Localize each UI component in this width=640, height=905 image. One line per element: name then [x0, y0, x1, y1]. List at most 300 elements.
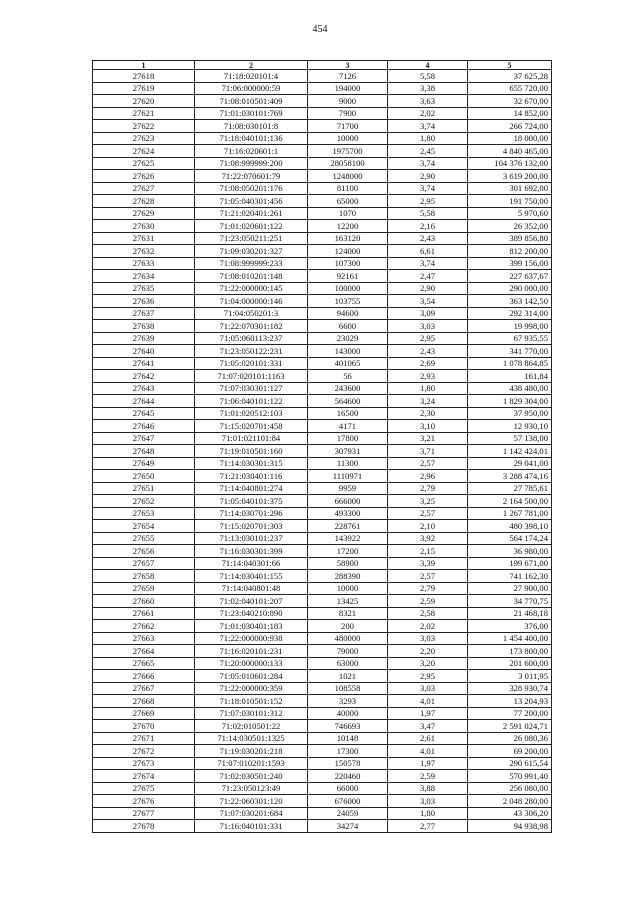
table-cell-col-1: 27620: [93, 95, 195, 108]
table-cell-col-4: 2,61: [388, 732, 468, 745]
table-row: [93, 795, 552, 808]
table-cell-col-5: 1 829 304,00: [468, 395, 552, 408]
table-cell-col-3: 228761: [308, 520, 388, 533]
table-cell-col-4: 3,74: [388, 182, 468, 195]
table-cell-col-1: 27671: [93, 732, 195, 745]
table-cell-col-5: 570 991,40: [468, 770, 552, 783]
table-cell-col-5: 29 041,00: [468, 457, 552, 470]
table-cell-col-5: 69 200,00: [468, 745, 552, 758]
table-cell-col-2: 71:18:020101:4: [195, 70, 308, 83]
table-cell-col-3: 17300: [308, 745, 388, 758]
table-cell-col-5: 37 950,00: [468, 407, 552, 420]
table-row: [93, 82, 552, 95]
table-cell-col-2: 71:14:040801:48: [195, 582, 308, 595]
table-cell-col-3: 66000: [308, 782, 388, 795]
table-row: [93, 607, 552, 620]
table-cell-col-4: 2,43: [388, 345, 468, 358]
table-cell-col-5: 2 164 500,00: [468, 495, 552, 508]
table-row: [93, 570, 552, 583]
table-row: [93, 720, 552, 733]
table-cell-col-4: 2,79: [388, 482, 468, 495]
table-row: [93, 807, 552, 820]
table-cell-col-2: 71:14:040801:274: [195, 482, 308, 495]
table-cell-col-2: 71:08:010501:409: [195, 95, 308, 108]
table-cell-col-2: 71:14:030301:315: [195, 457, 308, 470]
table-cell-col-1: 27663: [93, 632, 195, 645]
table-cell-col-4: 2,77: [388, 820, 468, 833]
table-cell-col-3: 17800: [308, 432, 388, 445]
table-row: [93, 382, 552, 395]
table-cell-col-4: 2,57: [388, 457, 468, 470]
table-row: [93, 307, 552, 320]
table-cell-col-3: 124000: [308, 245, 388, 258]
table-cell-col-5: 37 625,28: [468, 70, 552, 83]
table-cell-col-2: 71:23:050123:49: [195, 782, 308, 795]
table-cell-col-1: 27638: [93, 320, 195, 333]
table-cell-col-2: 71:08:050201:176: [195, 182, 308, 195]
table-cell-col-1: 27622: [93, 120, 195, 133]
table-cell-col-1: 27655: [93, 532, 195, 545]
table-cell-col-3: 16500: [308, 407, 388, 420]
table-cell-col-5: 36 980,00: [468, 545, 552, 558]
table-cell-col-4: 2,57: [388, 507, 468, 520]
table-cell-col-3: 9959: [308, 482, 388, 495]
table-cell-col-5: 1 454 400,00: [468, 632, 552, 645]
table-row: [93, 632, 552, 645]
table-row: [93, 370, 552, 383]
table-cell-col-1: 27649: [93, 457, 195, 470]
table-body: [93, 70, 552, 833]
table-cell-col-3: 480000: [308, 632, 388, 645]
table-cell-col-4: 4,01: [388, 745, 468, 758]
table-row: [93, 470, 552, 483]
table-cell-col-1: 27657: [93, 557, 195, 570]
table-row: [93, 245, 552, 258]
table-cell-col-1: 27658: [93, 570, 195, 583]
table-cell-col-1: 27675: [93, 782, 195, 795]
table-cell-col-4: 3,24: [388, 395, 468, 408]
table-cell-col-3: 6600: [308, 320, 388, 333]
table-row: [93, 645, 552, 658]
table-row: [93, 445, 552, 458]
table-cell-col-4: 2,58: [388, 607, 468, 620]
table-cell-col-4: 3,03: [388, 632, 468, 645]
table-cell-col-5: 328 930,74: [468, 682, 552, 695]
table-cell-col-2: 71:22:000000:938: [195, 632, 308, 645]
table-cell-col-4: 2,95: [388, 332, 468, 345]
table-cell-col-1: 27661: [93, 607, 195, 620]
table-cell-col-2: 71:06:000000:59: [195, 82, 308, 95]
column-header-3: 3: [308, 61, 388, 70]
table-cell-col-1: 27619: [93, 82, 195, 95]
table-cell-col-5: 655 720,00: [468, 82, 552, 95]
table-cell-col-4: 2,20: [388, 645, 468, 658]
table-cell-col-2: 71:08:030101:8: [195, 120, 308, 133]
table-cell-col-1: 27651: [93, 482, 195, 495]
table-cell-col-2: 71:07:030101:312: [195, 707, 308, 720]
table-cell-col-4: 2,02: [388, 620, 468, 633]
table-row: [93, 357, 552, 370]
table-cell-col-3: 493300: [308, 507, 388, 520]
table-cell-col-2: 71:07:020101:1163: [195, 370, 308, 383]
table-row: [93, 745, 552, 758]
table-cell-col-3: 8321: [308, 607, 388, 620]
table-cell-col-1: 27672: [93, 745, 195, 758]
table-row: [93, 320, 552, 333]
table-cell-col-1: 27678: [93, 820, 195, 833]
table-cell-col-5: 438 480,00: [468, 382, 552, 395]
table-row: [93, 532, 552, 545]
table-cell-col-4: 3,71: [388, 445, 468, 458]
table-cell-col-5: 43 306,20: [468, 807, 552, 820]
table-cell-col-5: 67 935,55: [468, 332, 552, 345]
table-cell-col-5: 227 637,67: [468, 270, 552, 283]
table-cell-col-3: 1110971: [308, 470, 388, 483]
table-row: [93, 545, 552, 558]
table-cell-col-3: 63000: [308, 657, 388, 670]
table-row: [93, 670, 552, 683]
table-cell-col-4: 2,47: [388, 270, 468, 283]
table-row: [93, 782, 552, 795]
table-cell-col-4: 2,45: [388, 145, 468, 158]
table-row: [93, 595, 552, 608]
table-cell-col-1: 27618: [93, 70, 195, 83]
table-cell-col-2: 71:01:020601:122: [195, 220, 308, 233]
table-cell-col-1: 27656: [93, 545, 195, 558]
table-cell-col-2: 71:22:070601:79: [195, 170, 308, 183]
table-cell-col-4: 2,59: [388, 595, 468, 608]
table-cell-col-5: 3 619 200,00: [468, 170, 552, 183]
table-cell-col-2: 71:19:010501:160: [195, 445, 308, 458]
page-number: 454: [312, 24, 328, 35]
table-cell-col-2: 71:22:000000:145: [195, 282, 308, 295]
table-cell-col-3: 81100: [308, 182, 388, 195]
table-cell-col-1: 27647: [93, 432, 195, 445]
table-cell-col-1: 27623: [93, 132, 195, 145]
table-cell-col-1: 27660: [93, 595, 195, 608]
table-cell-col-5: 18 000,00: [468, 132, 552, 145]
table-cell-col-2: 71:05:040301:456: [195, 195, 308, 208]
table-cell-col-1: 27644: [93, 395, 195, 408]
table-row: [93, 145, 552, 158]
table-cell-col-4: 2,69: [388, 357, 468, 370]
table-cell-col-5: 1 142 424,01: [468, 445, 552, 458]
table-cell-col-5: 341 770,00: [468, 345, 552, 358]
table-cell-col-1: 27654: [93, 520, 195, 533]
table-cell-col-4: 3,21: [388, 432, 468, 445]
table-cell-col-2: 71:04:050201:3: [195, 307, 308, 320]
table-cell-col-4: 2,30: [388, 407, 468, 420]
table-cell-col-2: 71:14:030701:296: [195, 507, 308, 520]
table-cell-col-4: 2,79: [388, 582, 468, 595]
table-cell-col-5: 161,84: [468, 370, 552, 383]
table-cell-col-3: 1070: [308, 207, 388, 220]
table-cell-col-4: 3,39: [388, 557, 468, 570]
table-cell-col-1: 27630: [93, 220, 195, 233]
table-cell-col-5: 389 856,80: [468, 232, 552, 245]
table-cell-col-5: 173 800,00: [468, 645, 552, 658]
table-cell-col-5: 26 352,00: [468, 220, 552, 233]
table-cell-col-1: 27677: [93, 807, 195, 820]
table-row: [93, 707, 552, 720]
table-cell-col-4: 1,80: [388, 382, 468, 395]
table-cell-col-2: 71:16:030301:399: [195, 545, 308, 558]
table-cell-col-5: 199 671,00: [468, 557, 552, 570]
table-cell-col-3: 243600: [308, 382, 388, 395]
table-row: [93, 70, 552, 83]
table-row: [93, 407, 552, 420]
table-cell-col-5: 57 138,00: [468, 432, 552, 445]
table-cell-col-3: 1975700: [308, 145, 388, 158]
table-cell-col-4: 3,38: [388, 82, 468, 95]
table-cell-col-2: 71:05:010601:284: [195, 670, 308, 683]
table-cell-col-5: 812 200,00: [468, 245, 552, 258]
table-cell-col-2: 71:22:000000:359: [195, 682, 308, 695]
table-row: [93, 420, 552, 433]
table-cell-col-5: 12 930,10: [468, 420, 552, 433]
table-cell-col-5: 13 204,93: [468, 695, 552, 708]
table-cell-col-1: 27635: [93, 282, 195, 295]
table-cell-col-4: 3,74: [388, 157, 468, 170]
table-cell-col-2: 71:23:050211:251: [195, 232, 308, 245]
table-cell-col-5: 363 142,50: [468, 295, 552, 308]
table-cell-col-2: 71:16:040101:331: [195, 820, 308, 833]
table-row: [93, 120, 552, 133]
table-cell-col-5: 14 852,00: [468, 107, 552, 120]
table-cell-col-1: 27673: [93, 757, 195, 770]
table-cell-col-1: 27633: [93, 257, 195, 270]
table-cell-col-2: 71:02:010501:22: [195, 720, 308, 733]
table-cell-col-5: 1 267 781,00: [468, 507, 552, 520]
table-cell-col-4: 2,96: [388, 470, 468, 483]
table-cell-col-1: 27634: [93, 270, 195, 283]
table-cell-col-1: 27676: [93, 795, 195, 808]
column-header-2: 2: [195, 61, 308, 70]
table-cell-col-3: 150578: [308, 757, 388, 770]
table-cell-col-1: 27626: [93, 170, 195, 183]
table-cell-col-2: 71:14:040301:66: [195, 557, 308, 570]
table-row: [93, 132, 552, 145]
table-cell-col-2: 71:13:030101:237: [195, 532, 308, 545]
table-cell-col-5: 19 998,00: [468, 320, 552, 333]
table-cell-col-2: 71:09:030201:327: [195, 245, 308, 258]
table-cell-col-1: 27650: [93, 470, 195, 483]
table-row: [93, 257, 552, 270]
table-row: [93, 557, 552, 570]
table-cell-col-4: 3,74: [388, 120, 468, 133]
table-cell-col-1: 27662: [93, 620, 195, 633]
table-cell-col-1: 27639: [93, 332, 195, 345]
table-cell-col-3: 11300: [308, 457, 388, 470]
table-cell-col-5: 741 162,30: [468, 570, 552, 583]
table-cell-col-5: 27 785,61: [468, 482, 552, 495]
table-cell-col-5: 4 840 465,00: [468, 145, 552, 158]
table-cell-col-2: 71:01:020512:103: [195, 407, 308, 420]
table-cell-col-5: 290 615,54: [468, 757, 552, 770]
table-cell-col-1: 27646: [93, 420, 195, 433]
table-cell-col-5: 34 770,75: [468, 595, 552, 608]
table-cell-col-2: 71:15:020701:458: [195, 420, 308, 433]
table-cell-col-3: 4171: [308, 420, 388, 433]
table-row: [93, 107, 552, 120]
table-cell-col-3: 1248000: [308, 170, 388, 183]
table-cell-col-3: 24059: [308, 807, 388, 820]
table-cell-col-5: 564 174,24: [468, 532, 552, 545]
table-cell-col-3: 100000: [308, 282, 388, 295]
table-cell-col-1: 27625: [93, 157, 195, 170]
table-cell-col-3: 746693: [308, 720, 388, 733]
table-cell-col-2: 71:16:020601:1: [195, 145, 308, 158]
table-cell-col-3: 220460: [308, 770, 388, 783]
table-cell-col-1: 27624: [93, 145, 195, 158]
table-cell-col-4: 1,97: [388, 757, 468, 770]
table-cell-col-4: 2,02: [388, 107, 468, 120]
table-cell-col-2: 71:01:030401:183: [195, 620, 308, 633]
table-cell-col-5: 256 080,00: [468, 782, 552, 795]
table-cell-col-4: 3,63: [388, 95, 468, 108]
table-row: [93, 95, 552, 108]
table-cell-col-1: 27667: [93, 682, 195, 695]
table-cell-col-1: 27627: [93, 182, 195, 195]
table-cell-col-2: 71:20:000000:133: [195, 657, 308, 670]
table-row: [93, 757, 552, 770]
table-cell-col-2: 71:22:060301:120: [195, 795, 308, 808]
table-cell-col-4: 6,61: [388, 245, 468, 258]
table-cell-col-3: 1021: [308, 670, 388, 683]
table-cell-col-1: 27659: [93, 582, 195, 595]
table-cell-col-4: 2,57: [388, 570, 468, 583]
table-row: [93, 695, 552, 708]
table-cell-col-2: 71:07:010201:1593: [195, 757, 308, 770]
table-cell-col-2: 71:14:030401:155: [195, 570, 308, 583]
table-header-row: [93, 61, 552, 70]
table-cell-col-3: 9000: [308, 95, 388, 108]
table-cell-col-1: 27666: [93, 670, 195, 683]
table-row: [93, 482, 552, 495]
table-cell-col-5: 104 376 132,00: [468, 157, 552, 170]
table-cell-col-1: 27642: [93, 370, 195, 383]
table-cell-col-4: 2,15: [388, 545, 468, 558]
table-cell-col-3: 7900: [308, 107, 388, 120]
table-cell-col-4: 3,03: [388, 682, 468, 695]
table-row: [93, 345, 552, 358]
table-cell-col-3: 10000: [308, 582, 388, 595]
table-row: [93, 770, 552, 783]
table-cell-col-2: 71:05:060113:237: [195, 332, 308, 345]
table-row: [93, 220, 552, 233]
table-cell-col-2: 71:23:050122:231: [195, 345, 308, 358]
table-cell-col-1: 27669: [93, 707, 195, 720]
table-cell-col-3: 10148: [308, 732, 388, 745]
table-cell-col-3: 676000: [308, 795, 388, 808]
table-cell-col-2: 71:06:040101:122: [195, 395, 308, 408]
column-header-4: 4: [388, 61, 468, 70]
table-cell-col-5: 266 724,00: [468, 120, 552, 133]
table-cell-col-3: 107300: [308, 257, 388, 270]
table-cell-col-1: 27621: [93, 107, 195, 120]
table-row: [93, 182, 552, 195]
table-cell-col-2: 71:21:030401:116: [195, 470, 308, 483]
table-cell-col-4: 3,10: [388, 420, 468, 433]
table-cell-col-5: 26 080,36: [468, 732, 552, 745]
table-cell-col-4: 2,95: [388, 670, 468, 683]
column-header-5: 5: [468, 61, 552, 70]
table-cell-col-4: 2,43: [388, 232, 468, 245]
table-row: [93, 582, 552, 595]
table-cell-col-1: 27631: [93, 232, 195, 245]
table-cell-col-5: 27 900,00: [468, 582, 552, 595]
table-cell-col-3: 666000: [308, 495, 388, 508]
table-row: [93, 157, 552, 170]
table-cell-col-3: 92161: [308, 270, 388, 283]
table-cell-col-3: 23029: [308, 332, 388, 345]
table-cell-col-2: 71:08:010201:148: [195, 270, 308, 283]
table-cell-col-4: 4,01: [388, 695, 468, 708]
table-cell-col-3: 7126: [308, 70, 388, 83]
table-cell-col-3: 194000: [308, 82, 388, 95]
table-cell-col-2: 71:02:040101:207: [195, 595, 308, 608]
table-cell-col-1: 27674: [93, 770, 195, 783]
table-cell-col-5: 292 314,00: [468, 307, 552, 320]
table-row: [93, 295, 552, 308]
table-cell-col-5: 21 468,18: [468, 607, 552, 620]
table-cell-col-2: 71:15:020701:303: [195, 520, 308, 533]
table-cell-col-5: 290 000,00: [468, 282, 552, 295]
table-cell-col-1: 27670: [93, 720, 195, 733]
table-row: [93, 520, 552, 533]
table-row: [93, 332, 552, 345]
table-cell-col-3: 79000: [308, 645, 388, 658]
table-cell-col-1: 27637: [93, 307, 195, 320]
table-cell-col-2: 71:19:030201:218: [195, 745, 308, 758]
table-cell-col-4: 3,92: [388, 532, 468, 545]
table-row: [93, 282, 552, 295]
table-cell-col-4: 1,97: [388, 707, 468, 720]
table-cell-col-3: 94600: [308, 307, 388, 320]
table-cell-col-4: 3,03: [388, 320, 468, 333]
table-cell-col-5: 1 078 864,85: [468, 357, 552, 370]
table-cell-col-1: 27645: [93, 407, 195, 420]
table-cell-col-3: 65000: [308, 195, 388, 208]
table-cell-col-1: 27628: [93, 195, 195, 208]
table-cell-col-2: 71:05:020101:331: [195, 357, 308, 370]
table-cell-col-4: 3,25: [388, 495, 468, 508]
table-row: [93, 495, 552, 508]
table-cell-col-4: 3,09: [388, 307, 468, 320]
table-cell-col-5: 2 591 024,71: [468, 720, 552, 733]
table-cell-col-3: 401065: [308, 357, 388, 370]
table-cell-col-5: 32 670,00: [468, 95, 552, 108]
table-cell-col-1: 27629: [93, 207, 195, 220]
table-cell-col-5: 301 692,00: [468, 182, 552, 195]
table-cell-col-1: 27652: [93, 495, 195, 508]
table-cell-col-1: 27640: [93, 345, 195, 358]
table-cell-col-4: 2,90: [388, 170, 468, 183]
table-cell-col-5: 5 970,60: [468, 207, 552, 220]
table-cell-col-2: 71:08:999999:200: [195, 157, 308, 170]
table-cell-col-4: 3,20: [388, 657, 468, 670]
table-cell-col-3: 3293: [308, 695, 388, 708]
table-cell-col-3: 143922: [308, 532, 388, 545]
table-cell-col-3: 307931: [308, 445, 388, 458]
table-cell-col-3: 17200: [308, 545, 388, 558]
table-cell-col-1: 27641: [93, 357, 195, 370]
table-cell-col-3: 71700: [308, 120, 388, 133]
table-cell-col-4: 2,93: [388, 370, 468, 383]
table-cell-col-2: 71:08:999999:233: [195, 257, 308, 270]
table-row: [93, 195, 552, 208]
table-cell-col-4: 2,95: [388, 195, 468, 208]
